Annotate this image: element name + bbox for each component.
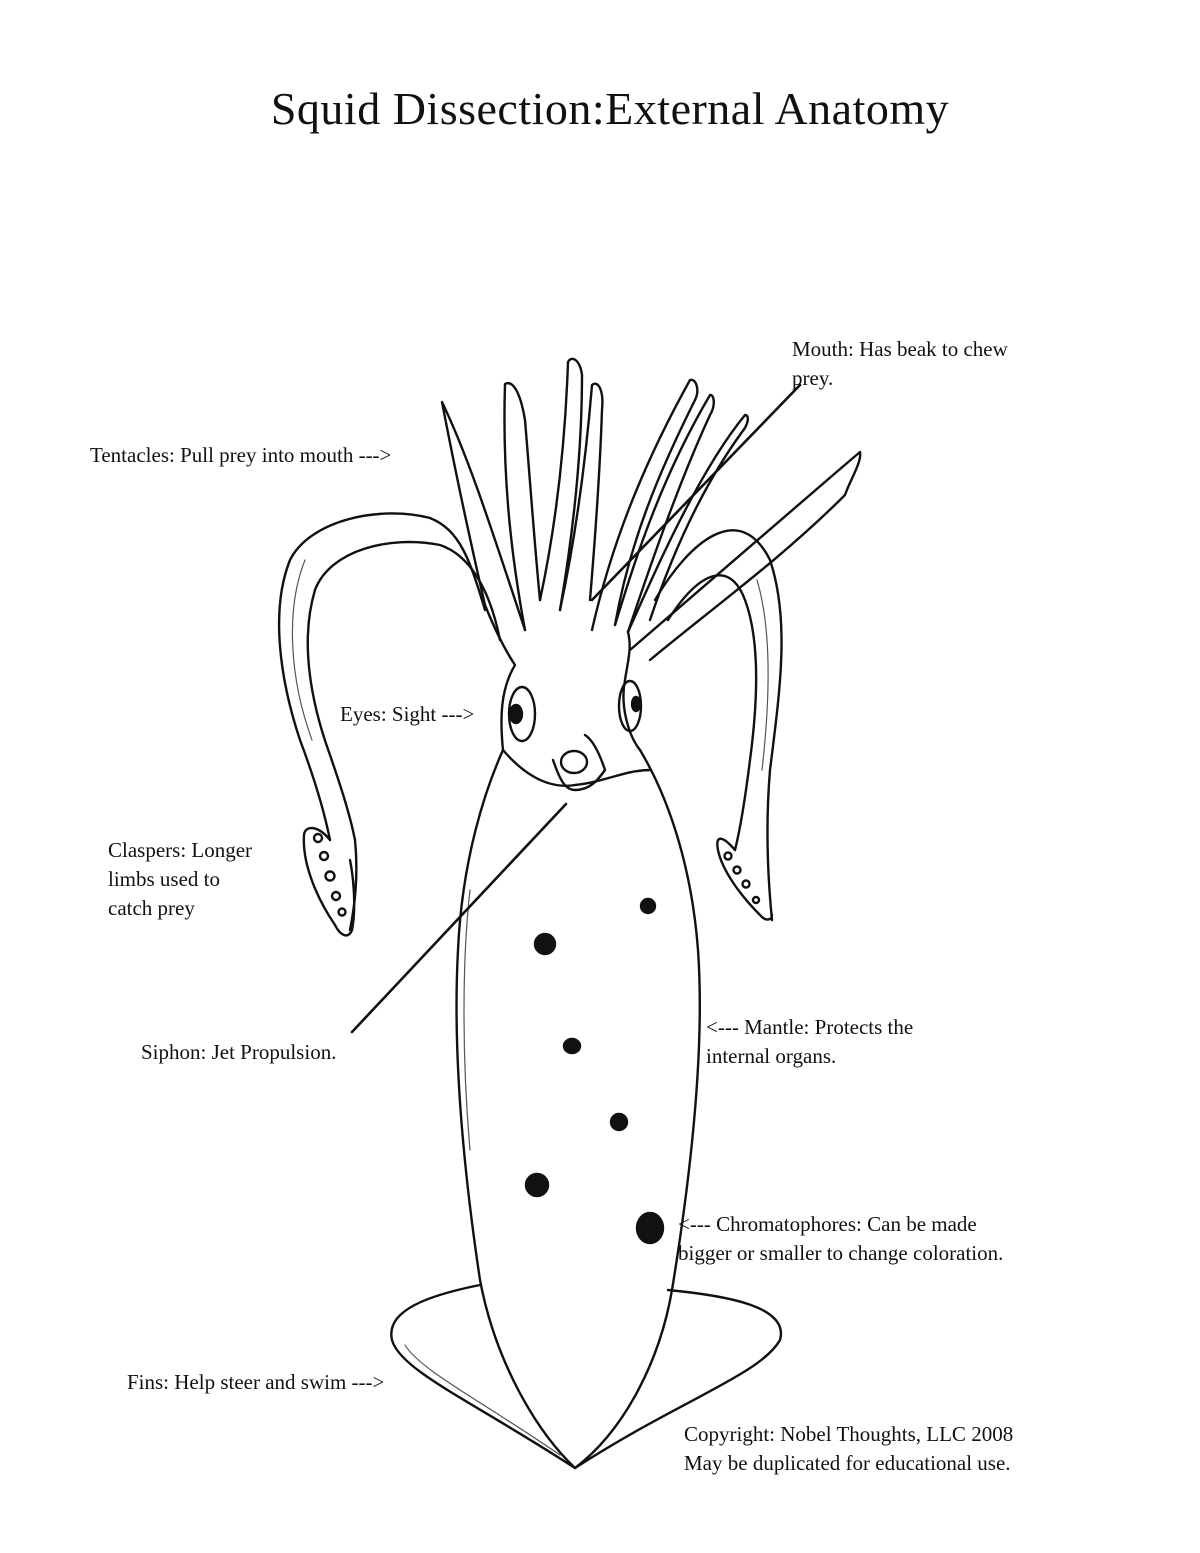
mantle: [457, 750, 700, 1468]
right-tentacle-edge: [757, 580, 768, 770]
chromatophores-label: [678, 1210, 1003, 1268]
claspers-label-line-2: limbs used to: [108, 867, 221, 891]
claspers-label-line-1: Claspers: Longer: [108, 838, 253, 862]
siphon-pointer-line: [352, 804, 566, 1032]
mouth-pointer-line: [592, 385, 800, 600]
fins-label: [127, 1368, 384, 1397]
chromatophore-5: [526, 1174, 548, 1196]
left-sucker-2: [320, 852, 328, 860]
left-tentacle-inner: [308, 542, 500, 930]
copyright-line-2: May be duplicated for educational use.: [684, 1451, 1011, 1475]
mouth-label-line-2: prey.: [792, 366, 834, 390]
collar: [503, 750, 650, 786]
right-pupil: [632, 697, 640, 711]
chromatophore-2: [535, 934, 555, 954]
eyes-label-text: Eyes: Sight --->: [340, 702, 475, 726]
chromatophore-6: [637, 1213, 663, 1243]
mantle-label-line-1: <--- Mantle: Protects the: [706, 1015, 914, 1039]
left-sucker-1: [314, 834, 322, 842]
arm-2: [504, 383, 540, 630]
left-sucker-3: [326, 872, 335, 881]
arm-3: [540, 359, 582, 610]
left-sucker-5: [339, 909, 346, 916]
mouth-label-line-1: Mouth: Has beak to chew: [792, 337, 1008, 361]
mouth-label: [792, 335, 1008, 393]
arm-1: [442, 402, 525, 630]
copyright-notice: [684, 1420, 1013, 1478]
right-tentacle: [655, 530, 782, 920]
left-clasper: [304, 828, 354, 935]
mantle-label-line-2: internal organs.: [706, 1044, 837, 1068]
right-tentacle-inner: [668, 575, 756, 850]
mantle-edge: [464, 890, 470, 1150]
chromatophores-label-line-2: bigger or smaller to change coloration.: [678, 1241, 1004, 1265]
chromatophores-label-line-1: <--- Chromatophores: Can be made: [678, 1212, 977, 1236]
siphon-label: [141, 1038, 336, 1067]
chromatophore-3: [564, 1039, 580, 1053]
mantle-label: [706, 1013, 913, 1071]
copyright-line-1: Copyright: Nobel Thoughts, LLC 2008: [684, 1422, 1014, 1446]
claspers-label-line-3: catch prey: [108, 896, 195, 920]
claspers-label: [108, 836, 252, 923]
siphon-label-text: Siphon: Jet Propulsion.: [141, 1040, 337, 1064]
page-title: Squid Dissection:External Anatomy: [270, 83, 950, 134]
right-sucker-4: [753, 897, 759, 903]
tentacles-label: [90, 441, 391, 470]
fins-label-text: Fins: Help steer and swim --->: [127, 1370, 385, 1394]
siphon-tip: [561, 751, 587, 773]
fin-shading: [405, 1345, 560, 1455]
chromatophore-4: [611, 1114, 627, 1130]
right-sucker-3: [743, 881, 750, 888]
chromatophore-1: [641, 899, 655, 913]
right-clasper: [717, 839, 772, 920]
eyes-label: [340, 700, 474, 729]
right-sucker-2: [734, 867, 741, 874]
left-sucker-4: [332, 892, 340, 900]
left-pupil: [510, 705, 522, 723]
tentacles-label-text: Tentacles: Pull prey into mouth --->: [90, 443, 392, 467]
right-sucker-1: [725, 853, 732, 860]
